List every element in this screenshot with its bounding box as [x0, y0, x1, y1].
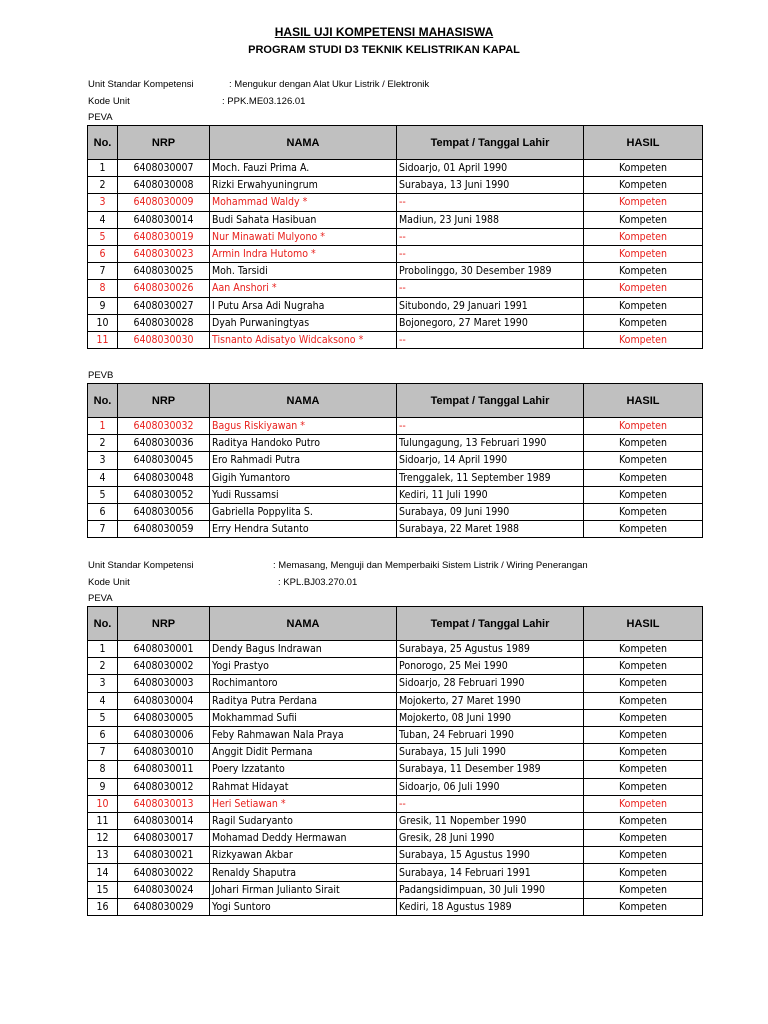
cell-ttl: Sidoarjo, 06 Juli 1990 [397, 778, 584, 795]
cell-hasil: Kompeten [584, 761, 703, 778]
cell-nrp: 6408030048 [118, 469, 210, 486]
table-row [88, 160, 703, 177]
cell-ttl: Probolinggo, 30 Desember 1989 [397, 263, 584, 280]
cell-no: 6 [88, 245, 118, 262]
cell-nrp: 6408030036 [118, 435, 210, 452]
cell-hasil: Kompeten [584, 503, 703, 520]
cell-no: 9 [88, 297, 118, 314]
table-header-row [88, 126, 703, 160]
cell-hasil: Kompeten [584, 418, 703, 435]
table-row [88, 211, 703, 228]
cell-ttl: -- [397, 245, 584, 262]
cell-nrp: 6408030029 [118, 898, 210, 915]
cell-nama: Budi Sahata Hasibuan [210, 211, 397, 228]
cell-nrp: 6408030010 [118, 744, 210, 761]
table-row [88, 795, 703, 812]
cell-hasil: Kompeten [584, 263, 703, 280]
cell-hasil: Kompeten [584, 314, 703, 331]
cell-nama: Rahmat Hidayat [210, 778, 397, 795]
cell-nrp: 6408030006 [118, 726, 210, 743]
table-row [88, 418, 703, 435]
cell-hasil: Kompeten [584, 194, 703, 211]
cell-ttl: Gresik, 11 Nopember 1990 [397, 812, 584, 829]
cell-nrp: 6408030005 [118, 709, 210, 726]
header-nrp: NRP [118, 126, 210, 160]
header-nama: NAMA [210, 384, 397, 418]
cell-ttl: Ponorogo, 25 Mei 1990 [397, 658, 584, 675]
header-ttl: Tempat / Tanggal Lahir [397, 126, 584, 160]
cell-no: 11 [88, 331, 118, 348]
cell-hasil: Kompeten [584, 469, 703, 486]
cell-hasil: Kompeten [584, 452, 703, 469]
cell-nrp: 6408030052 [118, 486, 210, 503]
cell-nama: Yogi Suntoro [210, 898, 397, 915]
header-ttl: Tempat / Tanggal Lahir [397, 384, 584, 418]
cell-ttl: Tulungagung, 13 Februari 1990 [397, 435, 584, 452]
kode-unit-separator: : [278, 577, 281, 588]
cell-no: 2 [88, 177, 118, 194]
cell-nama: Mohammad Waldy * [210, 194, 397, 211]
cell-nama: Ero Rahmadi Putra [210, 452, 397, 469]
cell-hasil: Kompeten [584, 864, 703, 881]
cell-no: 7 [88, 521, 118, 538]
cell-hasil: Kompeten [584, 211, 703, 228]
table-row [88, 194, 703, 211]
unit-standar-label: Unit Standar Kompetensi [88, 79, 194, 90]
header-nrp: NRP [118, 607, 210, 641]
cell-ttl: Kediri, 11 Juli 1990 [397, 486, 584, 503]
kode-unit-line [88, 96, 306, 108]
cell-hasil: Kompeten [584, 280, 703, 297]
cell-no: 5 [88, 486, 118, 503]
cell-hasil: Kompeten [584, 847, 703, 864]
kode-unit-value [278, 577, 357, 589]
cell-nama: Dendy Bagus Indrawan [210, 641, 397, 658]
header-ttl: Tempat / Tanggal Lahir [397, 607, 584, 641]
cell-hasil: Kompeten [584, 709, 703, 726]
table-row [88, 726, 703, 743]
cell-ttl: Bojonegoro, 27 Maret 1990 [397, 314, 584, 331]
cell-no: 4 [88, 469, 118, 486]
cell-nama: Aan Anshori * [210, 280, 397, 297]
cell-nama: Tisnanto Adisatyo Widcaksono * [210, 331, 397, 348]
kode-unit-label: Kode Unit [88, 577, 130, 588]
cell-nama: Renaldy Shaputra [210, 864, 397, 881]
cell-no: 15 [88, 881, 118, 898]
cell-ttl: Surabaya, 22 Maret 1988 [397, 521, 584, 538]
cell-hasil: Kompeten [584, 160, 703, 177]
cell-nrp: 6408030032 [118, 418, 210, 435]
cell-hasil: Kompeten [584, 881, 703, 898]
cell-nama: Rizkyawan Akbar [210, 847, 397, 864]
cell-hasil: Kompeten [584, 331, 703, 348]
cell-nrp: 6408030012 [118, 778, 210, 795]
group-label-peva: PEVA [88, 112, 113, 123]
cell-nama: Raditya Handoko Putro [210, 435, 397, 452]
cell-no: 12 [88, 830, 118, 847]
cell-nama: Rochimantoro [210, 675, 397, 692]
unit-standar-value [273, 560, 588, 572]
cell-ttl: Surabaya, 25 Agustus 1989 [397, 641, 584, 658]
cell-ttl: Surabaya, 11 Desember 1989 [397, 761, 584, 778]
cell-no: 9 [88, 778, 118, 795]
cell-nrp: 6408030022 [118, 864, 210, 881]
cell-no: 13 [88, 847, 118, 864]
cell-nrp: 6408030056 [118, 503, 210, 520]
cell-no: 7 [88, 263, 118, 280]
cell-nrp: 6408030030 [118, 331, 210, 348]
cell-ttl: -- [397, 280, 584, 297]
cell-nrp: 6408030013 [118, 795, 210, 812]
cell-nama: Rizki Erwahyuningrum [210, 177, 397, 194]
cell-hasil: Kompeten [584, 692, 703, 709]
cell-nama: Erry Hendra Sutanto [210, 521, 397, 538]
table-row [88, 435, 703, 452]
cell-nrp: 6408030026 [118, 280, 210, 297]
table-row [88, 452, 703, 469]
table-row [88, 761, 703, 778]
cell-no: 1 [88, 641, 118, 658]
cell-ttl: Surabaya, 09 Juni 1990 [397, 503, 584, 520]
cell-hasil: Kompeten [584, 245, 703, 262]
cell-hasil: Kompeten [584, 795, 703, 812]
cell-ttl: Mojokerto, 27 Maret 1990 [397, 692, 584, 709]
table-row [88, 709, 703, 726]
cell-ttl: -- [397, 418, 584, 435]
cell-nrp: 6408030019 [118, 228, 210, 245]
table-header-row [88, 384, 703, 418]
cell-no: 6 [88, 726, 118, 743]
cell-ttl: Mojokerto, 08 Juni 1990 [397, 709, 584, 726]
cell-ttl: Tuban, 24 Februari 1990 [397, 726, 584, 743]
cell-no: 1 [88, 418, 118, 435]
results-table [87, 383, 703, 538]
cell-nama: Bagus Riskiyawan * [210, 418, 397, 435]
cell-no: 3 [88, 675, 118, 692]
table-row [88, 744, 703, 761]
cell-ttl: Surabaya, 13 Juni 1990 [397, 177, 584, 194]
cell-nrp: 6408030059 [118, 521, 210, 538]
cell-nrp: 6408030023 [118, 245, 210, 262]
header-no: No. [88, 126, 118, 160]
table-row [88, 280, 703, 297]
cell-hasil: Kompeten [584, 675, 703, 692]
table-row [88, 314, 703, 331]
cell-ttl: Surabaya, 14 Februari 1991 [397, 864, 584, 881]
table-row [88, 847, 703, 864]
group-label-peva: PEVA [88, 593, 113, 604]
cell-nama: Poery Izzatanto [210, 761, 397, 778]
cell-ttl: Surabaya, 15 Juli 1990 [397, 744, 584, 761]
cell-hasil: Kompeten [584, 521, 703, 538]
cell-no: 1 [88, 160, 118, 177]
table-row [88, 812, 703, 829]
cell-ttl: Sidoarjo, 14 April 1990 [397, 452, 584, 469]
unit-standar-separator: : [229, 79, 232, 90]
header-hasil: HASIL [584, 607, 703, 641]
cell-hasil: Kompeten [584, 726, 703, 743]
cell-ttl: Madiun, 23 Juni 1988 [397, 211, 584, 228]
table-row [88, 263, 703, 280]
cell-nama: Dyah Purwaningtyas [210, 314, 397, 331]
unit-standar-line [88, 560, 588, 572]
unit-standar-separator: : [273, 560, 276, 571]
cell-no: 4 [88, 692, 118, 709]
table-row [88, 778, 703, 795]
cell-nrp: 6408030025 [118, 263, 210, 280]
cell-ttl: Sidoarjo, 01 April 1990 [397, 160, 584, 177]
cell-ttl: Sidoarjo, 28 Februari 1990 [397, 675, 584, 692]
header-nrp: NRP [118, 384, 210, 418]
cell-ttl: Surabaya, 15 Agustus 1990 [397, 847, 584, 864]
cell-nama: Raditya Putra Perdana [210, 692, 397, 709]
cell-nama: Moch. Fauzi Prima A. [210, 160, 397, 177]
header-hasil: HASIL [584, 384, 703, 418]
table-row [88, 297, 703, 314]
cell-nrp: 6408030007 [118, 160, 210, 177]
cell-no: 16 [88, 898, 118, 915]
cell-no: 3 [88, 452, 118, 469]
cell-no: 11 [88, 812, 118, 829]
table-row [88, 692, 703, 709]
cell-hasil: Kompeten [584, 658, 703, 675]
table-row [88, 898, 703, 915]
cell-no: 8 [88, 280, 118, 297]
cell-no: 5 [88, 228, 118, 245]
cell-ttl: -- [397, 194, 584, 211]
cell-nama: Heri Setiawan * [210, 795, 397, 812]
cell-no: 8 [88, 761, 118, 778]
cell-nrp: 6408030011 [118, 761, 210, 778]
unit-standar-text: Memasang, Menguji dan Memperbaiki Sistem Listrik / Wiring Penerangan [278, 560, 588, 571]
header-nama: NAMA [210, 126, 397, 160]
cell-nrp: 6408030045 [118, 452, 210, 469]
document-title: HASIL UJI KOMPETENSI MAHASISWA [274, 25, 494, 39]
cell-nama: Gabriella Poppylita S. [210, 503, 397, 520]
table-row [88, 331, 703, 348]
cell-ttl: Trenggalek, 11 September 1989 [397, 469, 584, 486]
kode-unit-separator: : [222, 96, 225, 107]
table-row [88, 245, 703, 262]
cell-hasil: Kompeten [584, 898, 703, 915]
table-row [88, 469, 703, 486]
cell-hasil: Kompeten [584, 297, 703, 314]
document-subtitle: PROGRAM STUDI D3 TEKNIK KELISTRIKAN KAPAL [248, 44, 520, 56]
table-row [88, 658, 703, 675]
cell-nama: Ragil Sudaryanto [210, 812, 397, 829]
table-row [88, 830, 703, 847]
kode-unit-text: PPK.ME03.126.01 [227, 96, 306, 107]
cell-nama: Anggit Didit Permana [210, 744, 397, 761]
cell-nrp: 6408030017 [118, 830, 210, 847]
table-row [88, 177, 703, 194]
cell-nrp: 6408030008 [118, 177, 210, 194]
cell-ttl: Gresik, 28 Juni 1990 [397, 830, 584, 847]
cell-no: 10 [88, 314, 118, 331]
header-hasil: HASIL [584, 126, 703, 160]
cell-ttl: -- [397, 795, 584, 812]
cell-hasil: Kompeten [584, 486, 703, 503]
table-row [88, 864, 703, 881]
table-header-row [88, 607, 703, 641]
cell-no: 2 [88, 658, 118, 675]
unit-standar-label: Unit Standar Kompetensi [88, 560, 194, 571]
cell-nama: Gigih Yumantoro [210, 469, 397, 486]
cell-nrp: 6408030028 [118, 314, 210, 331]
cell-nama: Feby Rahmawan Nala Praya [210, 726, 397, 743]
cell-no: 7 [88, 744, 118, 761]
table-row [88, 228, 703, 245]
cell-nrp: 6408030024 [118, 881, 210, 898]
table-row [88, 486, 703, 503]
cell-nrp: 6408030003 [118, 675, 210, 692]
cell-ttl: Situbondo, 29 Januari 1991 [397, 297, 584, 314]
cell-nrp: 6408030027 [118, 297, 210, 314]
kode-unit-value [222, 96, 305, 108]
cell-ttl: -- [397, 228, 584, 245]
cell-ttl: Kediri, 18 Agustus 1989 [397, 898, 584, 915]
cell-hasil: Kompeten [584, 435, 703, 452]
cell-nama: Nur Minawati Mulyono * [210, 228, 397, 245]
table-row [88, 503, 703, 520]
cell-nama: Yudi Russamsi [210, 486, 397, 503]
table-row [88, 675, 703, 692]
cell-no: 2 [88, 435, 118, 452]
table-row [88, 881, 703, 898]
cell-nrp: 6408030014 [118, 812, 210, 829]
cell-nrp: 6408030004 [118, 692, 210, 709]
cell-no: 5 [88, 709, 118, 726]
cell-hasil: Kompeten [584, 641, 703, 658]
cell-hasil: Kompeten [584, 228, 703, 245]
kode-unit-line [88, 577, 358, 589]
header-nama: NAMA [210, 607, 397, 641]
kode-unit-text: KPL.BJ03.270.01 [283, 577, 358, 588]
group-label-pevb: PEVB [88, 370, 114, 381]
cell-nrp: 6408030009 [118, 194, 210, 211]
results-table [87, 606, 703, 916]
cell-no: 3 [88, 194, 118, 211]
cell-nama: Yogi Prastyo [210, 658, 397, 675]
cell-nama: Armin Indra Hutomo * [210, 245, 397, 262]
kode-unit-label: Kode Unit [88, 96, 130, 107]
cell-hasil: Kompeten [584, 744, 703, 761]
cell-nrp: 6408030001 [118, 641, 210, 658]
header-no: No. [88, 607, 118, 641]
table-row [88, 641, 703, 658]
header-no: No. [88, 384, 118, 418]
unit-standar-text: Mengukur dengan Alat Ukur Listrik / Elektronik [234, 79, 430, 90]
cell-nrp: 6408030002 [118, 658, 210, 675]
cell-ttl: -- [397, 331, 584, 348]
cell-nama: Mohamad Deddy Hermawan [210, 830, 397, 847]
cell-nrp: 6408030014 [118, 211, 210, 228]
cell-no: 14 [88, 864, 118, 881]
cell-hasil: Kompeten [584, 830, 703, 847]
cell-no: 10 [88, 795, 118, 812]
cell-nama: Moh. Tarsidi [210, 263, 397, 280]
unit-standar-value [229, 79, 429, 91]
cell-hasil: Kompeten [584, 778, 703, 795]
cell-ttl: Padangsidimpuan, 30 Juli 1990 [397, 881, 584, 898]
cell-no: 4 [88, 211, 118, 228]
table-row [88, 521, 703, 538]
cell-no: 6 [88, 503, 118, 520]
unit-standar-line [88, 79, 430, 91]
cell-hasil: Kompeten [584, 812, 703, 829]
cell-nama: I Putu Arsa Adi Nugraha [210, 297, 397, 314]
cell-hasil: Kompeten [584, 177, 703, 194]
cell-nrp: 6408030021 [118, 847, 210, 864]
cell-nama: Johari Firman Julianto Sirait [210, 881, 397, 898]
results-table [87, 125, 703, 349]
cell-nama: Mokhammad Sufii [210, 709, 397, 726]
